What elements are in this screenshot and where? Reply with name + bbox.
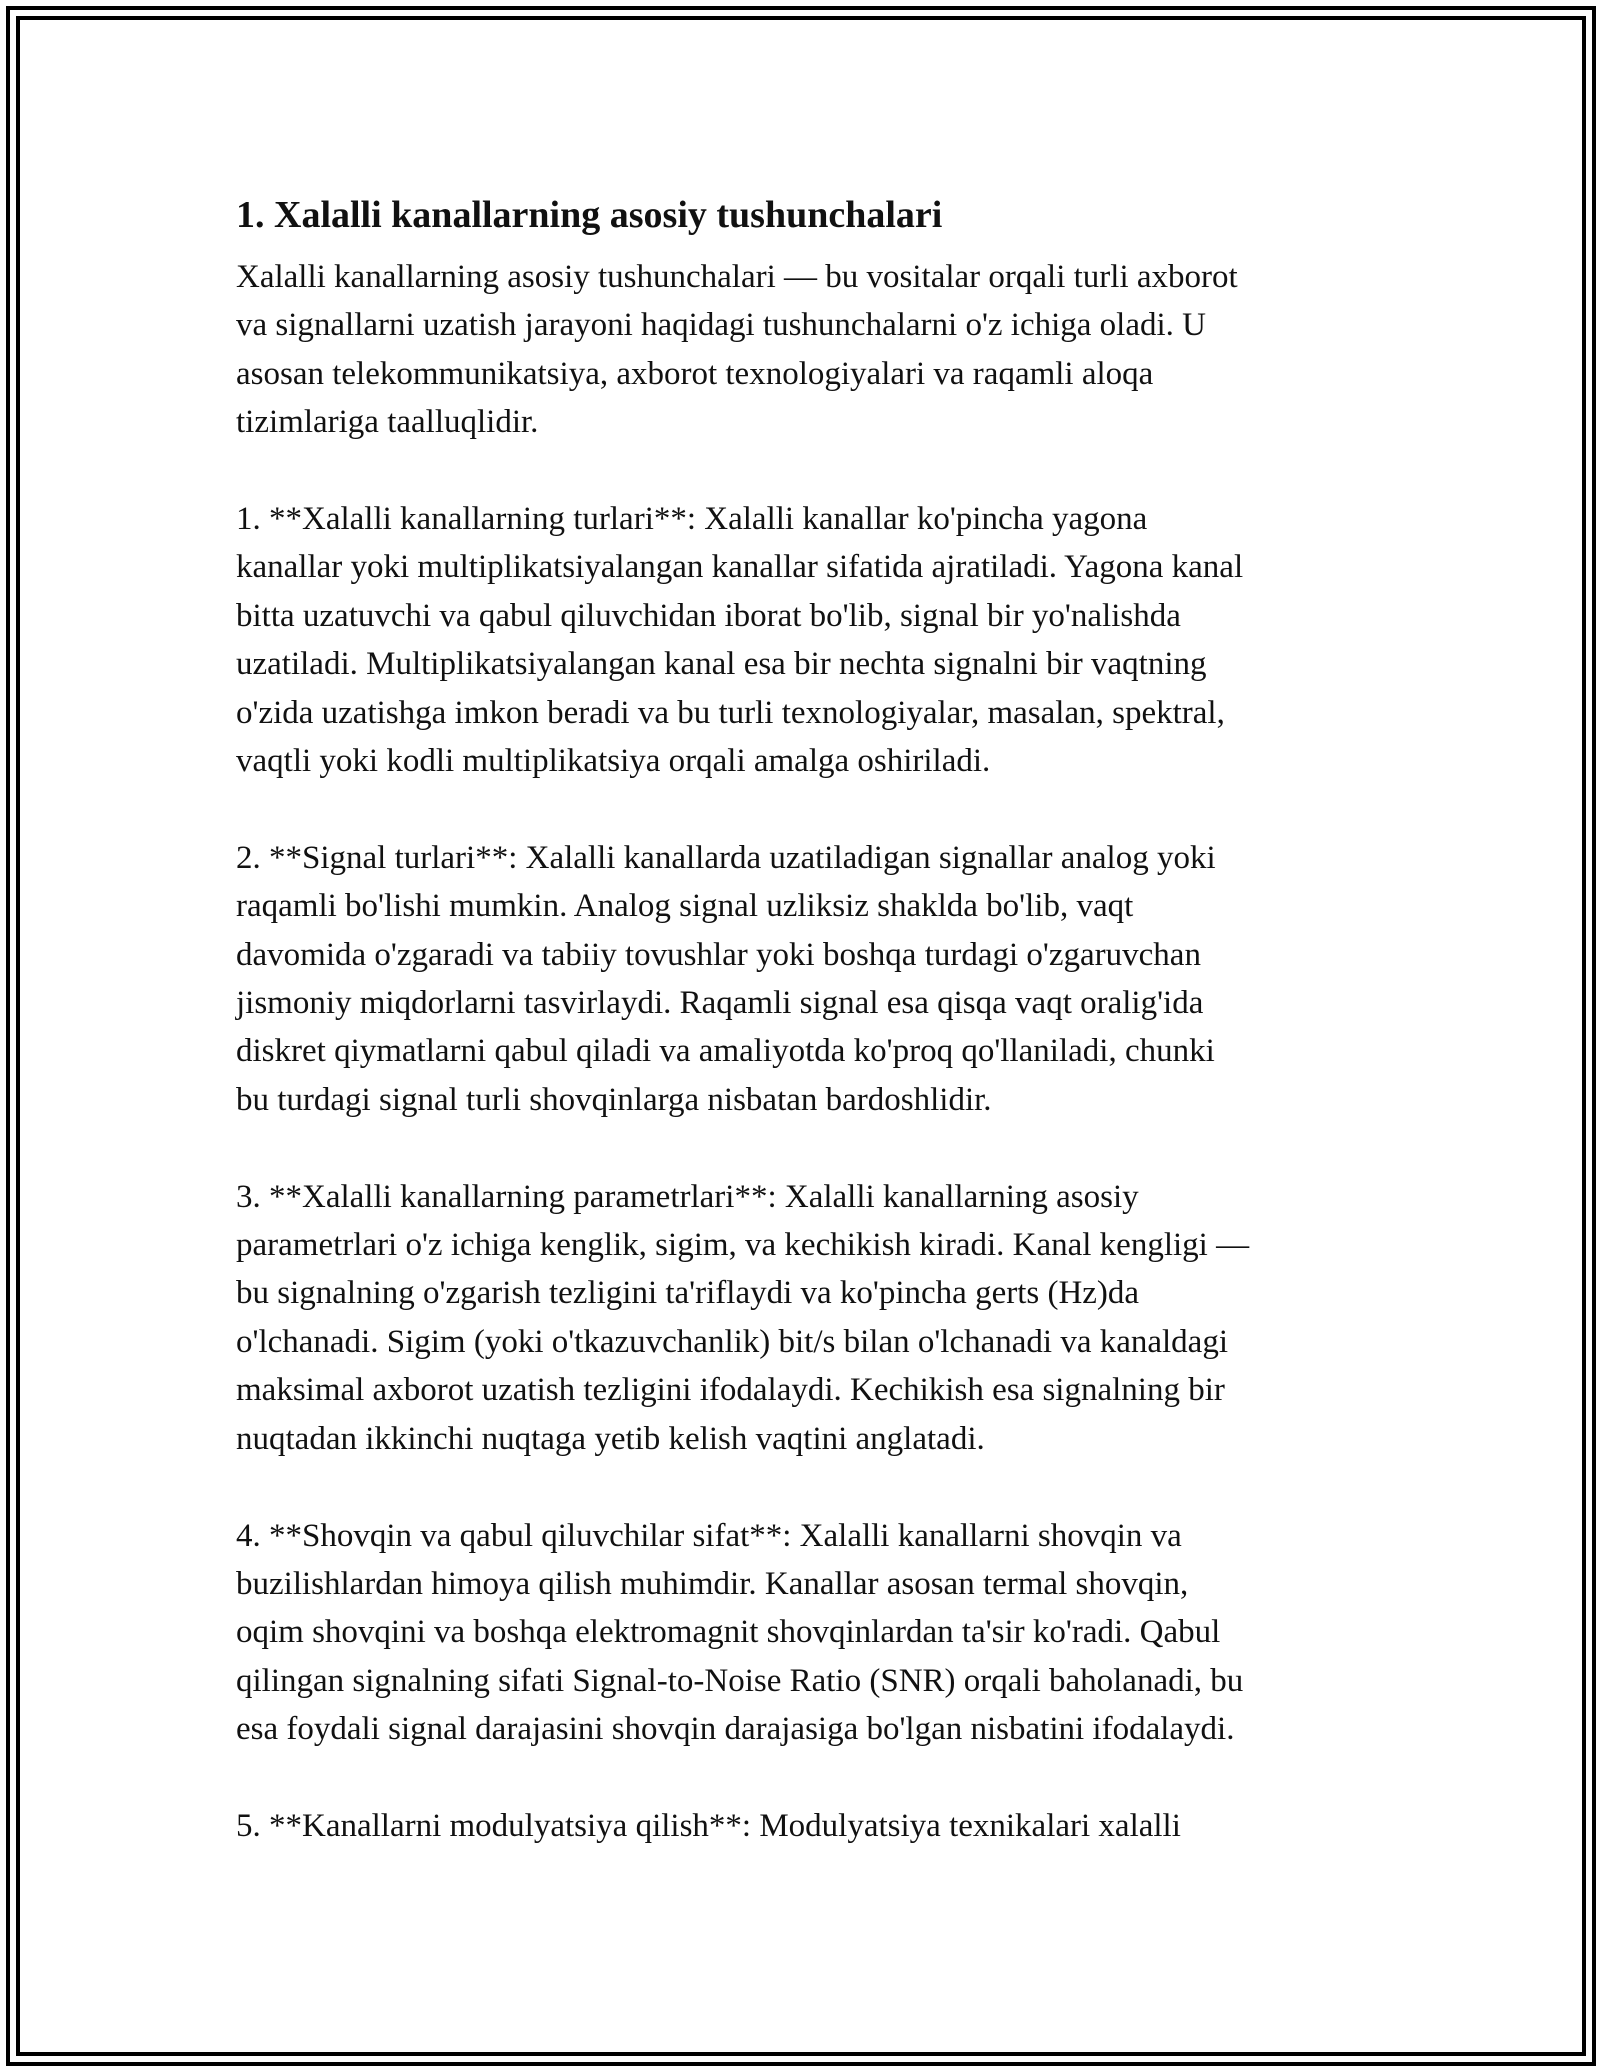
list-item-noise-quality: 4. **Shovqin va qabul qiluvchilar sifat**: Xalalli kanallarni shovqin va buzilishlardan himoya qilish muhimdir. Kanallar asosan termal shovqin, oqim shovqini va boshqa elektromagnit shovqinlardan ta'sir ko'radi. Qabul qilingan signalning sifati Signal-to-Noise Ratio (SNR) orqali baholanadi, bu esa foydali signal darajasini shovqin darajasiga bo'lgan nisbatini ifodalaydi.	[236, 1517, 1244, 1748]
list-item-modulation: 5. **Kanallarni modulyatsiya qilish**: Modulyatsiya texnikalari xalalli	[236, 1807, 1181, 1844]
document-body	[236, 185, 1376, 1899]
list-item-channel-parameters: 3. **Xalalli kanallarning parametrlari**: Xalalli kanallarning asosiy parametrlari o'z ichiga kenglik, sigim, va kechikish kiradi. Kanal kengligi — bu signalning o'zgarish tezligini ta'riflaydi va ko'pincha gerts (Hz)da o'lchanadi. Sigim (yoki o'tkazuvchanlik) bit/s bilan o'lchanadi va kanaldagi maksimal axborot uzatish tezligini ifodalaydi. Kechikish esa signalning bir nuqtadan ikkinchi nuqtaga yetib kelish vaqtini anglatadi.	[236, 1178, 1250, 1457]
section-heading: 1. Xalalli kanallarning asosiy tushunchalari	[236, 194, 943, 236]
list-item-channel-types: 1. **Xalalli kanallarning turlari**: Xalalli kanallar ko'pincha yagona kanallar yoki multiplikatsiyalangan kanallar sifatida ajratiladi. Yagona kanal bitta uzatuvchi va qabul qiluvchidan iborat bo'lib, signal bir yo'nalishda uzatiladi. Multiplikatsiyalangan kanal esa bir nechta signalni bir vaqtning o'zida uzatishga imkon beradi va bu turli texnologiyalar, masalan, spektral, vaqtli yoki kodli multiplikatsiya orqali amalga oshiriladi.	[236, 501, 1244, 780]
intro-paragraph: Xalalli kanallarning asosiy tushunchalari — bu vositalar orqali turli axborot va signallarni uzatish jarayoni haqidagi tushunchalarni o'z ichiga oladi. U asosan telekommunikatsiya, axborot texnologiyalari va raqamli aloqa tizimlariga taalluqlidir.	[236, 259, 1238, 441]
list-item-signal-types: 2. **Signal turlari**: Xalalli kanallarda uzatiladigan signallar analog yoki raqamli bo'lishi mumkin. Analog signal uzliksiz shaklda bo'lib, vaqt davomida o'zgaradi va tabiiy tovushlar yoki boshqa turdagi o'zgaruvchan jismoniy miqdorlarni tasvirlaydi. Raqamli signal esa qisqa vaqt oralig'ida diskret qiymatlarni qabul qiladi va amaliyotda ko'proq qo'llaniladi, chunki bu turdagi signal turli shovqinlarga nisbatan bardoshlidir.	[236, 839, 1216, 1118]
